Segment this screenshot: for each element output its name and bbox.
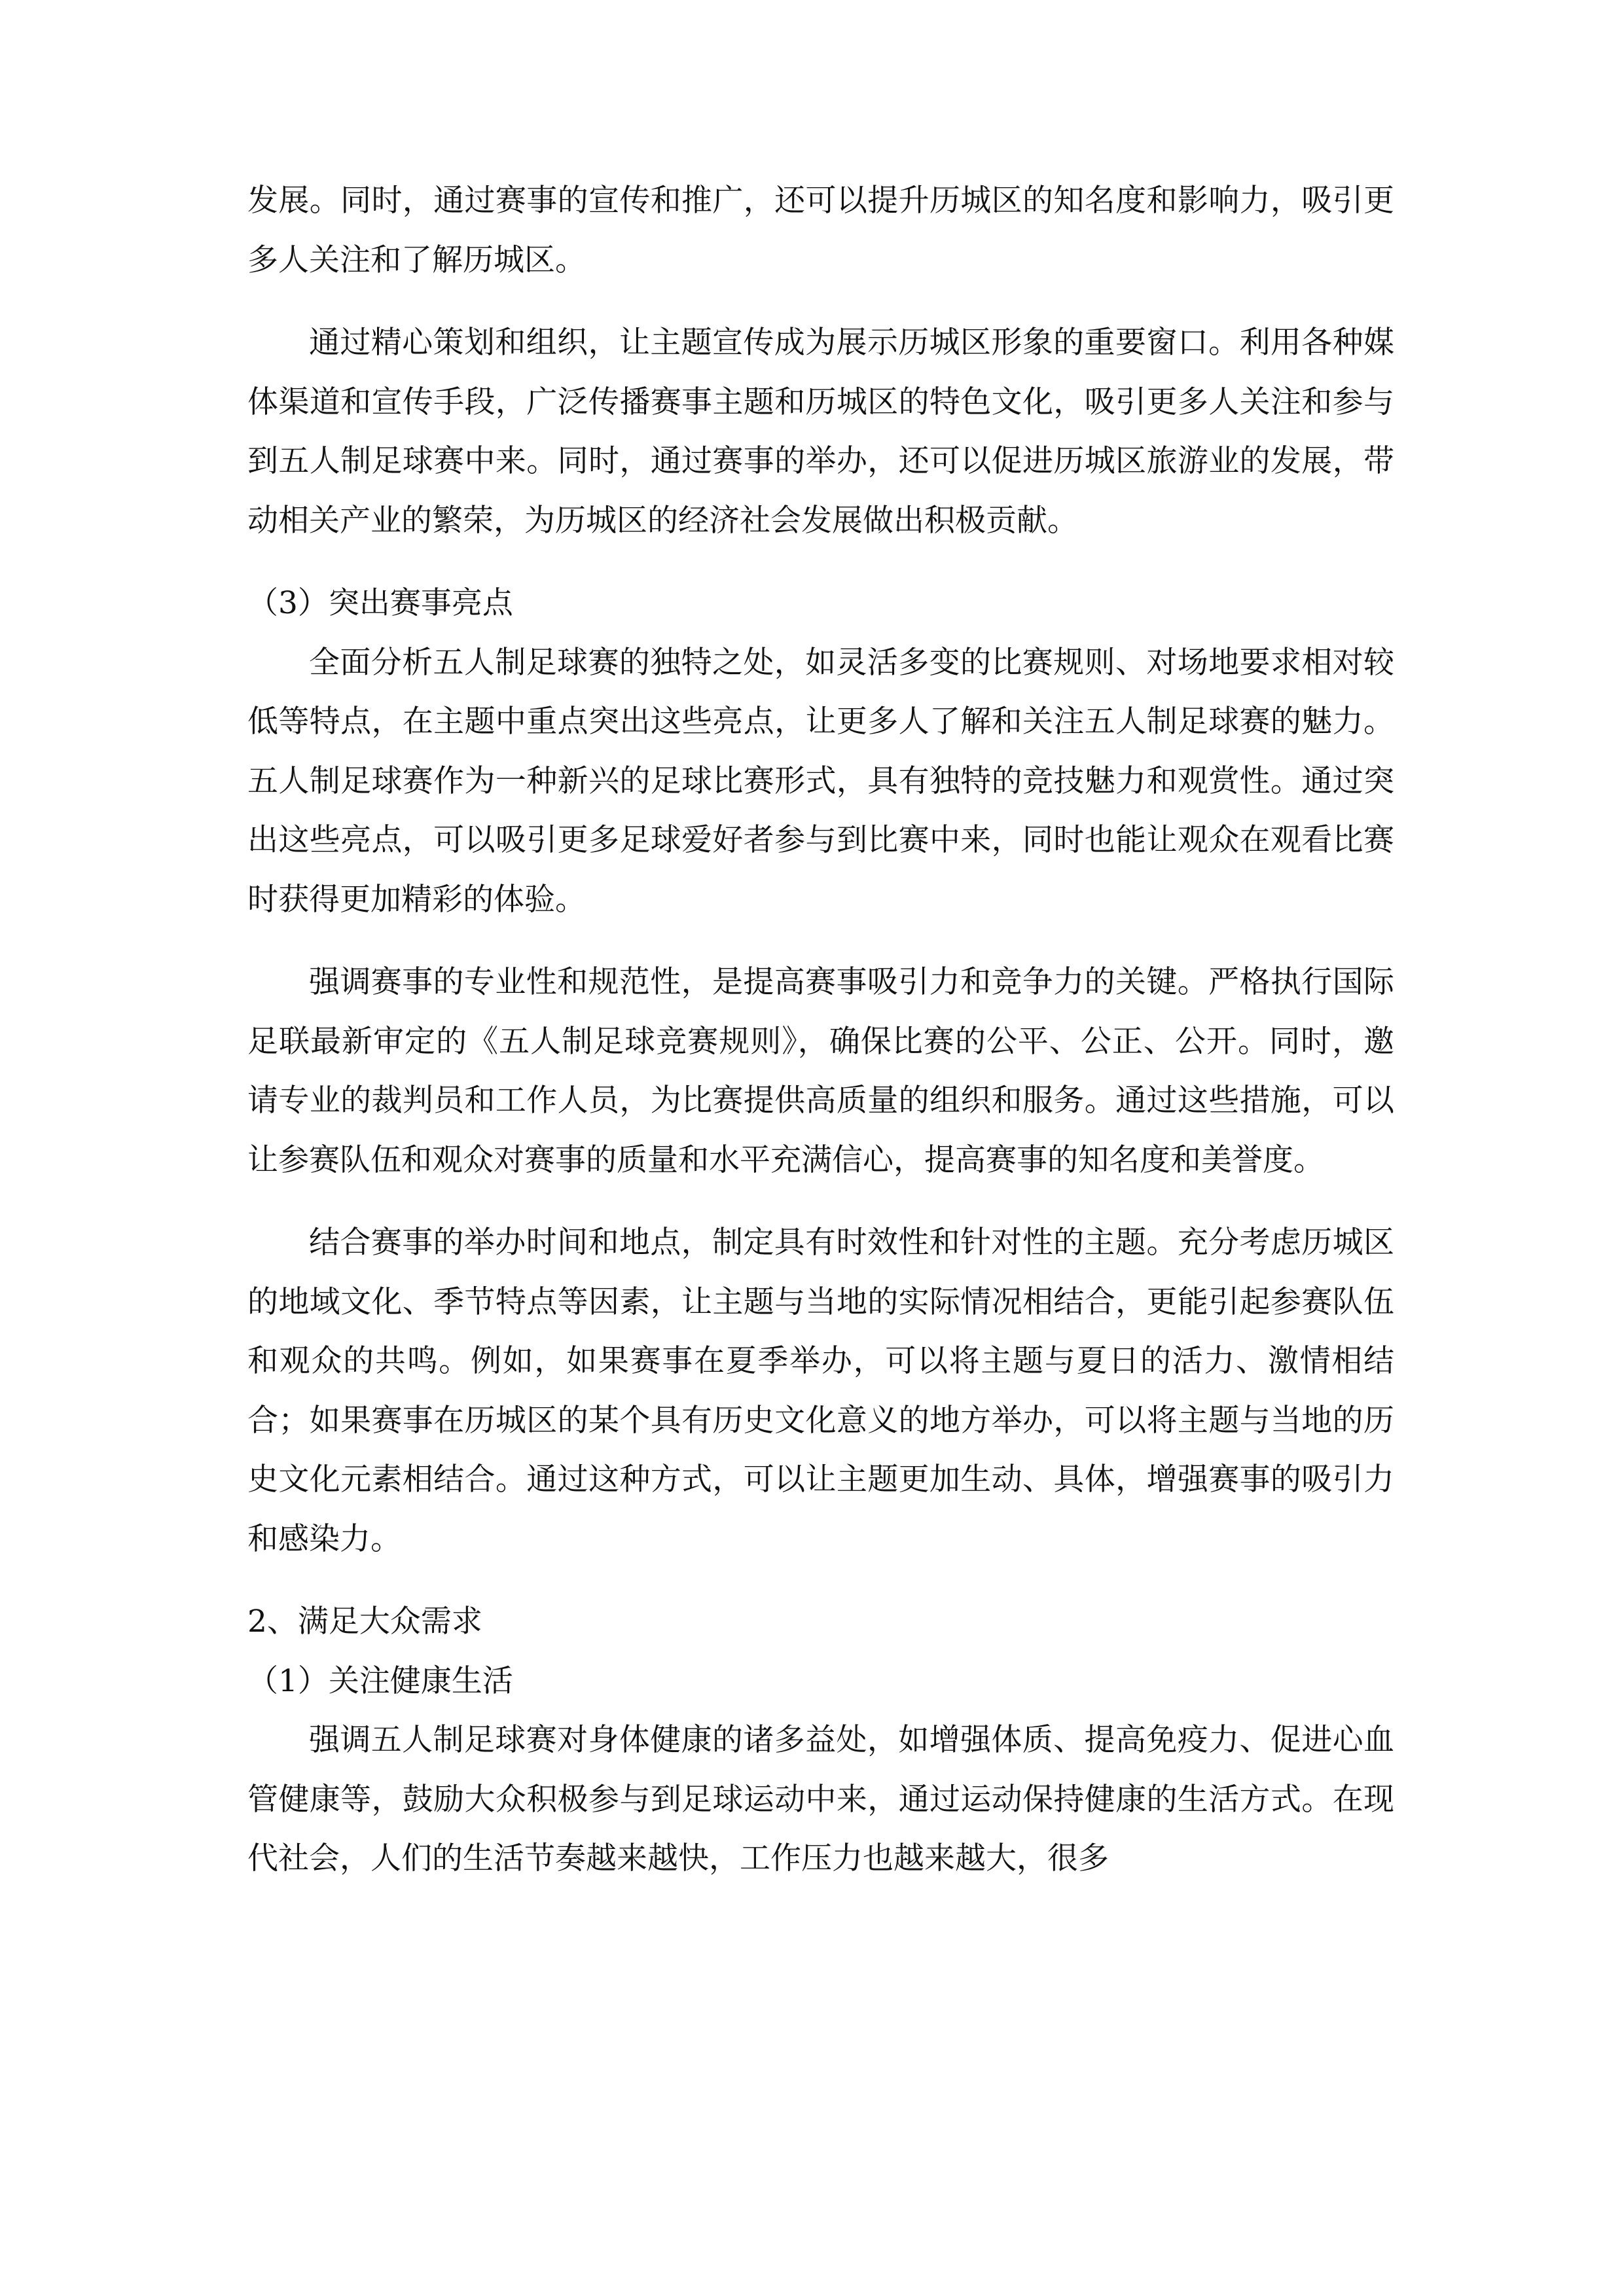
paragraph-time-and-place: 结合赛事的举办时间和地点，制定具有时效性和针对性的主题。充分考虑历城区的地域文化、季节特点等因素，让主题与当地的实际情况相结合，更能引起参赛队伍和观众的共鸣。例如，如果赛事在夏季举办，可以将主题与夏日的活力、激情相结合；如果赛事在历城区的某个具有历史文化意义的地方举办，可以将主题与当地的历史文化元素相结合。通过这种方式，可以让主题更加生动、具体，增强赛事的吸引力和感染力。 (247, 1225, 1394, 1557)
paragraph-unique-features: 全面分析五人制足球赛的独特之处，如灵活多变的比赛规则、对场地要求相对较低等特点，在主题中重点突出这些亮点，让更多人了解和关注五人制足球赛的魅力。五人制足球赛作为一种新兴的足球比赛形式，具有独特的竞技魅力和观赏性。通过突出这些亮点，可以吸引更多足球爱好者参与到比赛中来，同时也能让观众在观看比赛时获得更加精彩的体验。 (247, 644, 1394, 918)
section-heading-highlights: （3）突出赛事亮点 (247, 585, 513, 621)
paragraph-health-benefits: 强调五人制足球赛对身体健康的诸多益处，如增强体质、提高免疫力、促进心血管健康等，鼓励大众积极参与到足球运动中来，通过运动保持健康的生活方式。在现代社会，人们的生活节奏越来越快，工作压力也越来越大，很多 (247, 1722, 1394, 1876)
section-heading-public-needs: 2、满足大众需求 (247, 1604, 482, 1640)
paragraph-professionalism: 强调赛事的专业性和规范性，是提高赛事吸引力和竞争力的关键。严格执行国际足联最新审定的《五人制足球竞赛规则》，确保比赛的公平、公正、公开。同时，邀请专业的裁判员和工作人员，为比赛提供高质量的组织和服务。通过这些措施，可以让参赛队伍和观众对赛事的质量和水平充满信心，提高赛事的知名度和美誉度。 (247, 964, 1394, 1178)
document-body (247, 171, 1394, 1889)
paragraph-continuation: 发展。同时，通过赛事的宣传和推广，还可以提升历城区的知名度和影响力，吸引更多人关注和了解历城区。 (247, 183, 1394, 278)
paragraph-promotion-window: 通过精心策划和组织，让主题宣传成为展示历城区形象的重要窗口。利用各种媒体渠道和宣传手段，广泛传播赛事主题和历城区的特色文化，吸引更多人关注和参与到五人制足球赛中来。同时，通过赛事的举办，还可以促进历城区旅游业的发展，带动相关产业的繁荣，为历城区的经济社会发展做出积极贡献。 (247, 325, 1394, 539)
section-heading-healthy-life: （1）关注健康生活 (247, 1662, 513, 1699)
